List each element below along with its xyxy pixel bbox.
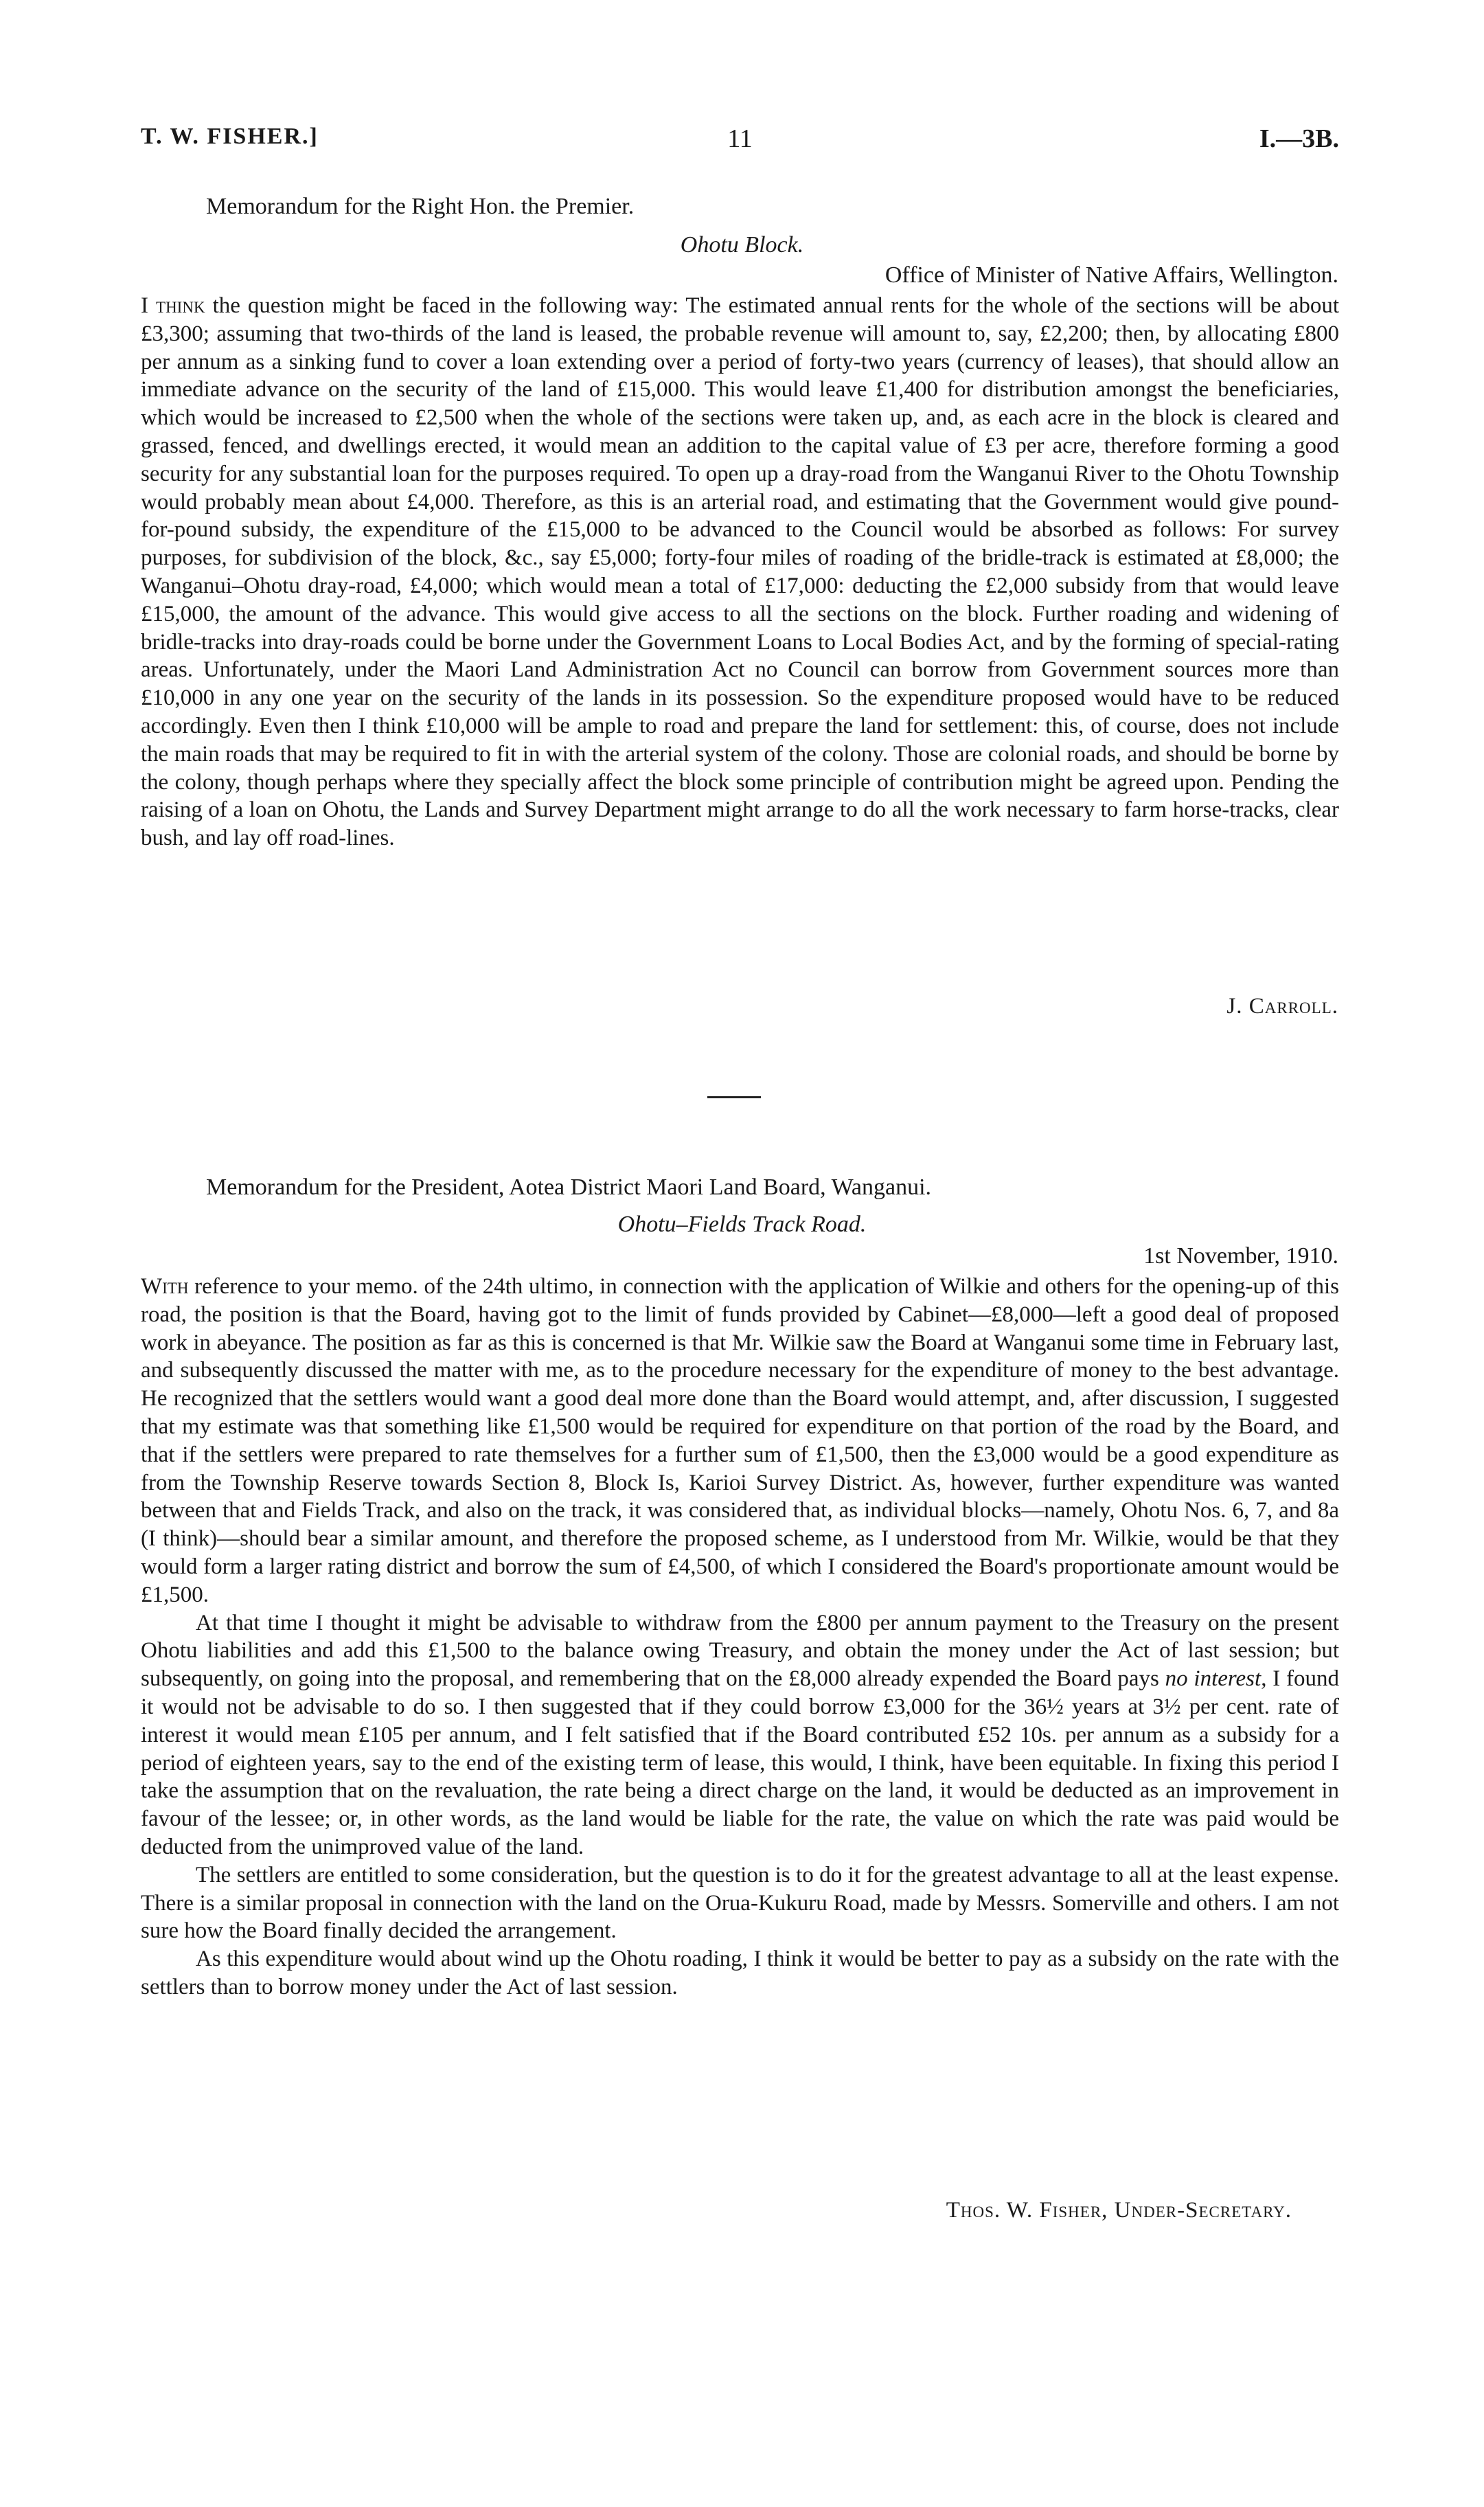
- memo2-paragraph-3: The settlers are entitled to some consideration, but the question is to do it for the greatest advantage to all at the least expense. There is a similar proposal in connection with the land on the Orua-Kukuru Road, made by Messrs. Somerville and others. I am not sure how the Board finally decided the arrangement.: [141, 1862, 1339, 1944]
- memo2-date: 1st November, 1910.: [1143, 1243, 1338, 1269]
- document-reference: I.—3B.: [1259, 124, 1339, 153]
- memo2-title: Memorandum for the President, Aotea District Maori Land Board, Wanganui.: [206, 1175, 932, 1200]
- memo1-office: Office of Minister of Native Affairs, Wellington.: [884, 262, 1338, 288]
- memo2-paragraph-1-text: reference to your memo. of the 24th ultimo, in connection with the application of Wilkie and others for the opening-up of this road, the position is that the Board, having got to the limit of funds provided by Cabinet—£8,000—left a good deal of proposed work in abeyance. The position as far as this is concerned is that Mr. Wilkie saw the Board at Wanganui some time in February last, and subsequently discussed the matter with me, as to the procedure necessary for the expenditure of money to the best advantage. He recognized that the settlers would want a good deal more done than the Board would attempt, and, after discussion, I suggested that my estimate was that something like £1,500 would be required for expenditure on that portion of the road by the Board, and that if the settlers were prepared to rate themselves for a further sum of £1,500, then the £3,000 would be a good expenditure as from the Township Reserve towards Section 8, Block Is, Karioi Survey District. As, however, further expenditure was wanted between that and Fields Track, and also on the track, it was considered that, as individual blocks—namely, Ohotu Nos. 6, 7, and 8a (I think)—should bear a similar amount, and therefore the proposed scheme, as I understood from Mr. Wilkie, would be that they would form a larger rating district and borrow the sum of £4,500, of which I considered the Board's proportionate amount would be £1,500.: [141, 1274, 1339, 1607]
- memo2-opening-word: With: [141, 1274, 189, 1299]
- memo1-signature: J. Carroll.: [1226, 994, 1338, 1019]
- section-divider: [707, 1096, 761, 1098]
- memo2-body: [141, 1273, 1339, 2001]
- memo2-paragraph-2-emphasis: no interest: [1165, 1666, 1262, 1692]
- memo2-paragraph-2-text-b: , I found it would not be advisable to do so. I then suggested that if they could borrow £3,000 for the 36½ years at 3½ per cent. rate of interest it would mean £105 per annum, and I felt satisfied that if the Board contributed £52 10s. per annum as a subsidy for a period of eighteen years, say to the end of the existing term of lease, this would, I think, have been equitable. In fixing this period I take the assumption that on the revaluation, the rate being a direct charge on the land, it would be deducted as an improvement in favour of the lessee; or, in other words, as the land would be liable for the rate, the value on which the rate was paid would be deducted from the unimproved value of the land.: [141, 1666, 1339, 1859]
- memo2-signature: Thos. W. Fisher, Under-Secretary.: [946, 2198, 1292, 2223]
- memo2-subtitle: Ohotu–Fields Track Road.: [617, 1212, 867, 1237]
- memo2-paragraph-2-text-a: At that time I thought it might be advisable to withdraw from the £800 per annum payment to the Treasury on the present Ohotu liabilities and add this £1,500 to the balance owing Treasury, and obtain the money under the Act of last session; but subsequently, on going into the proposal, and remembering that on the £8,000 already expended the Board pays: [141, 1610, 1339, 1692]
- memo2-paragraph-2: [141, 1609, 1339, 1861]
- memo1-opening-word: I think: [141, 293, 205, 318]
- memo1-subtitle: Ohotu Block.: [680, 232, 804, 258]
- memo1-body: [141, 292, 1339, 852]
- memo2-paragraph-4: As this expenditure would about wind up the Ohotu roading, I think it would be better to pay as a subsidy on the rate with the settlers than to borrow money under the Act of last session.: [141, 1947, 1339, 1999]
- page-header: [141, 124, 1339, 165]
- memo1-title: Memorandum for the Right Hon. the Premier.: [206, 194, 635, 219]
- memo1-paragraph: [141, 292, 1339, 852]
- page-number: 11: [727, 124, 753, 153]
- memo2-paragraph-1: [141, 1273, 1339, 1609]
- memo1-body-text: the question might be faced in the following way: The estimated annual rents for the whole of the sections will be about £3,300; assuming that two-thirds of the land is leased, the probable revenue will amount to, say, £2,200; then, by allocating £800 per annum as a sinking fund to cover a loan extending over a period of forty-two years (currency of leases), that should allow an immediate advance on the security of the land of £15,000. This would leave £1,400 for distribution amongst the beneficiaries, which would be increased to £2,500 when the whole of the sections were taken up, and, as each acre in the block is cleared and grassed, fenced, and dwellings erected, it would mean an addition to the capital value of £3 per acre, therefore forming a good security for any substantial loan for the purposes required. To open up a dray-road from the Wanganui River to the Ohotu Township would probably mean about £4,000. Therefore, as this is an arterial road, and estimating that the Government would give pound-for-pound subsidy, the expenditure of the £15,000 to be advanced to the Council would be absorbed as follows: For survey purposes, for subdivision of the block, &c., say £5,000; forty-four miles of roading of the bridle-track is estimated at £8,000; the Wanganui–Ohotu dray-road, £4,000; which would mean a total of £17,000: deducting the £2,000 subsidy from that would leave £15,000, the amount of the advance. This would give access to all the sections on the block. Further roading and widening of bridle-tracks into dray-roads could be borne under the Government Loans to Local Bodies Act, and by the forming of special-rating areas. Unfortunately, under the Maori Land Administration Act no Council can borrow from Government sources more than £10,000 in any one year on the security of the lands in its possession. So the expenditure proposed would have to be reduced accordingly. Even then I think £10,000 will be ample to road and prepare the land for settlement: this, of course, does not include the main roads that may be required to fit in with the arterial system of the colony. Those are colonial roads, and should be borne by the colony, though perhaps where they specially affect the block some principle of contribution might be agreed upon. Pending the raising of a loan on Ohotu, the Lands and Survey Department might arrange to do all the work necessary to farm horse-tracks, clear bush, and lay off road-lines.: [141, 293, 1339, 851]
- header-author: T. W. FISHER.]: [141, 124, 319, 149]
